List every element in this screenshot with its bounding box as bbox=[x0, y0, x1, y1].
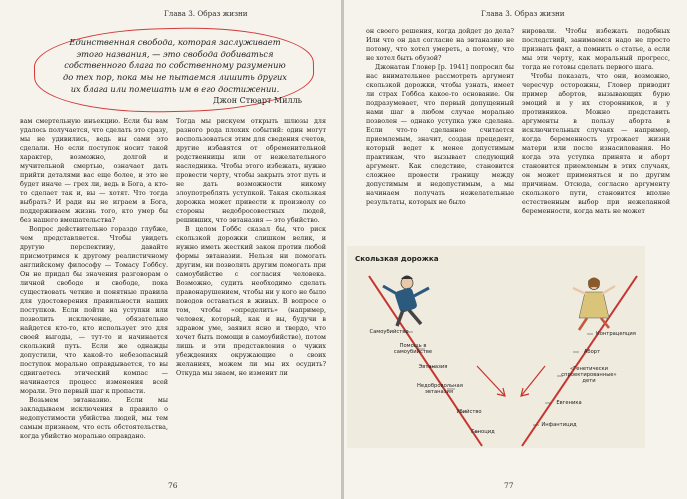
paragraph: Тогда мы рискуем открыть шлюзы для разного рода плохих событий: один могут воспользоваться этим для сведения счетов, другие избавятся от обременительной родственницы или от нежелательного наследника. Чтобы этого избежать, нужно провести черту, чтобы закрыть этот путь и не дать возможности никому злоупотреблять уступкой. Такая скользкая дорожка может привести к произволу со стороны недобросовестных людей, решивших, что эвтаназия — это убийство. bbox=[176, 117, 326, 224]
text-column-1 bbox=[366, 27, 514, 227]
left-page bbox=[0, 0, 341, 499]
running-head: Глава 3. Образ жизни bbox=[481, 9, 565, 18]
label-assisted-suicide: Помощь в самоубийстве bbox=[393, 343, 433, 355]
label-designer-babies: «Генетически спроектированные» дети bbox=[561, 366, 617, 384]
label-murder: Убийство bbox=[456, 409, 482, 415]
label-genocide: Геноцид bbox=[471, 429, 495, 435]
right-slope-line bbox=[522, 276, 637, 446]
label-contraception: Контрацепция bbox=[596, 331, 636, 337]
epigraph-author: Джон Стюарт Милль bbox=[213, 96, 302, 105]
label-euthanasia: Эвтаназия bbox=[418, 364, 448, 370]
left-slope-line bbox=[369, 276, 482, 446]
label-eugenics: Евгеника bbox=[556, 400, 582, 406]
slippery-slope-illustration bbox=[347, 246, 645, 448]
epigraph-quote: Единственная свобода, которая заслуживает этого названия, — это свобода добиваться собственного блага по собственному разумению до тех пор, пока мы не пытаемся лишить других их блага или помешать им в его достижении. bbox=[62, 37, 287, 94]
paragraph: Джонатан Гловер [р. 1941] попросил бы нас внимательнее рассмотреть аргумент скользкой дорожки, чтобы узнать, имеет ли страх Гоббса какое-то основание. Он подразумевает, что первый допущенный нами шаг в любом случае морально позволен — однако уступка уже сделана. Если что-то сделанное считается приемлемым, значит, создан прецедент, который ведет к менее допустимым практикам, что вызывает следующий аргумент. Как следствие, становится сложнее провести границу между допустимым и недопустимым, а мы начинаем получать нежелательные результаты, которых не было bbox=[366, 63, 514, 206]
running-head: Глава 3. Образ жизни bbox=[164, 9, 248, 18]
page-number: 76 bbox=[168, 481, 178, 490]
label-suicide: Самоубийство bbox=[369, 329, 409, 335]
paragraph: он своего решения, когда дойдет до дела? Или что он дал согласие на эвтаназию не потому, что хотел умереть, а потому, что не хотел быть обузой? bbox=[366, 27, 514, 62]
paragraph: вам смертельную инъекцию. Если бы вам удалось получается, что сделать это сразу, мы не удивились, ведь вы сами это сделали. Но если поступок носит такой характер, возможно, долгой и мучительной смертью, означает дать прийти деталями вас еще более, и это не будет иначе — грех ли, ведь в Бога, а кто-то сделает так и, вы — хотят. Что тогда выбрать? И ради вы не играем в Бога, поддерживаем жизнь того, кто умер бы без нашего вмешательства? bbox=[20, 117, 168, 224]
illustration-title: Скользкая дорожка bbox=[355, 254, 439, 263]
paragraph: В целом Гоббс сказал бы, что риск скользкой дорожки слишком велик, и нужно иметь жесткий закон против любой формы эвтаназии. Нельзя ни помогать другим, ни позволять другим помогать при самоубийстве с согласия человека. Возможно, судить необходимо сделать правонарушением, чтобы ни у кого не было поводов оставаться в живых. В вопросе о том, чтобы «определить» (например, человек, который, как и вы, будучи в здравом уме, заявил ясно и твердо, что хочет быть помощи в самоубийстве), потом лишь и эти представления о чужих убеждениях окружающие о своих желаниях, можем ли мы их осудить? Откуда мы знаем, не изменит ли bbox=[176, 225, 326, 377]
text-column-1 bbox=[20, 117, 168, 465]
label-involuntary-euthanasia: Недобровольная эвтаназия bbox=[417, 383, 463, 395]
paragraph: нировали. Чтобы избежать подобных последствий, занимаемся надо не просто признать факт, а помнить о статье, а если мы эти черту, как моральный прогресс, тогда не готовы сделать первого шага. bbox=[522, 27, 670, 71]
falling-man-figure bbox=[383, 276, 429, 327]
text-column-2 bbox=[522, 27, 670, 227]
page-number: 77 bbox=[504, 481, 514, 490]
right-arrow bbox=[521, 366, 545, 396]
falling-woman-figure bbox=[573, 278, 615, 331]
slope-drawing bbox=[347, 246, 645, 448]
paragraph: Чтобы показать, что они, возможно, чересчур осторожны, Гловер приводит пример абортов, вызывающих бурю эмоций и у их сторонников, и у противников. Можно представить аргументы в пользу аборта в исключительных случаях — например, когда беременность угрожает жизни матери или после изнасилования. Но когда эта уступка принята и аборт становится приемлемым в этих случаях, он может применяться и по другим причинам. Отсюда, согласно аргументу скользкого пути, становится вполне естественным выбор при нежеланной беременности, когда мать не может bbox=[522, 72, 670, 215]
label-abortion: Аборт bbox=[583, 349, 601, 355]
text-column-2 bbox=[176, 117, 326, 465]
paragraph: Возьмем эвтаназию. Если мы закладываем исключения в правило о недопустимости убийства людей, мы тем самым признаем, что есть обстоятельства, когда убийство морально оправдано. bbox=[20, 396, 168, 440]
left-arrow bbox=[477, 366, 505, 396]
right-page bbox=[344, 0, 687, 499]
label-infanticide: Инфантицид bbox=[541, 422, 577, 428]
paragraph: Вопрос действительно гораздо глубже, чем представляется. Чтобы увидеть другую перспективу, давайте присмотримся к другому реалистичному английскому философу — Томасу Гоббсу. Он не придал бы значения разговорам о личной свободе и свободе, пока существовать четкие и понятные правила для удостоверения правильности наших поступков. Если пойти на уступки или позволить исключение, обязательно найдется кто-то, кто использует это для своей выгоды, — тут-то и начинается скользкий путь. Если же однажды допустили, что какой-то небезопасный поступок морально оправдывается, то вы сдвигаетесь этический компас — начинается процесс изменения всей морали. Это первый шаг к пропасти. bbox=[20, 225, 168, 395]
